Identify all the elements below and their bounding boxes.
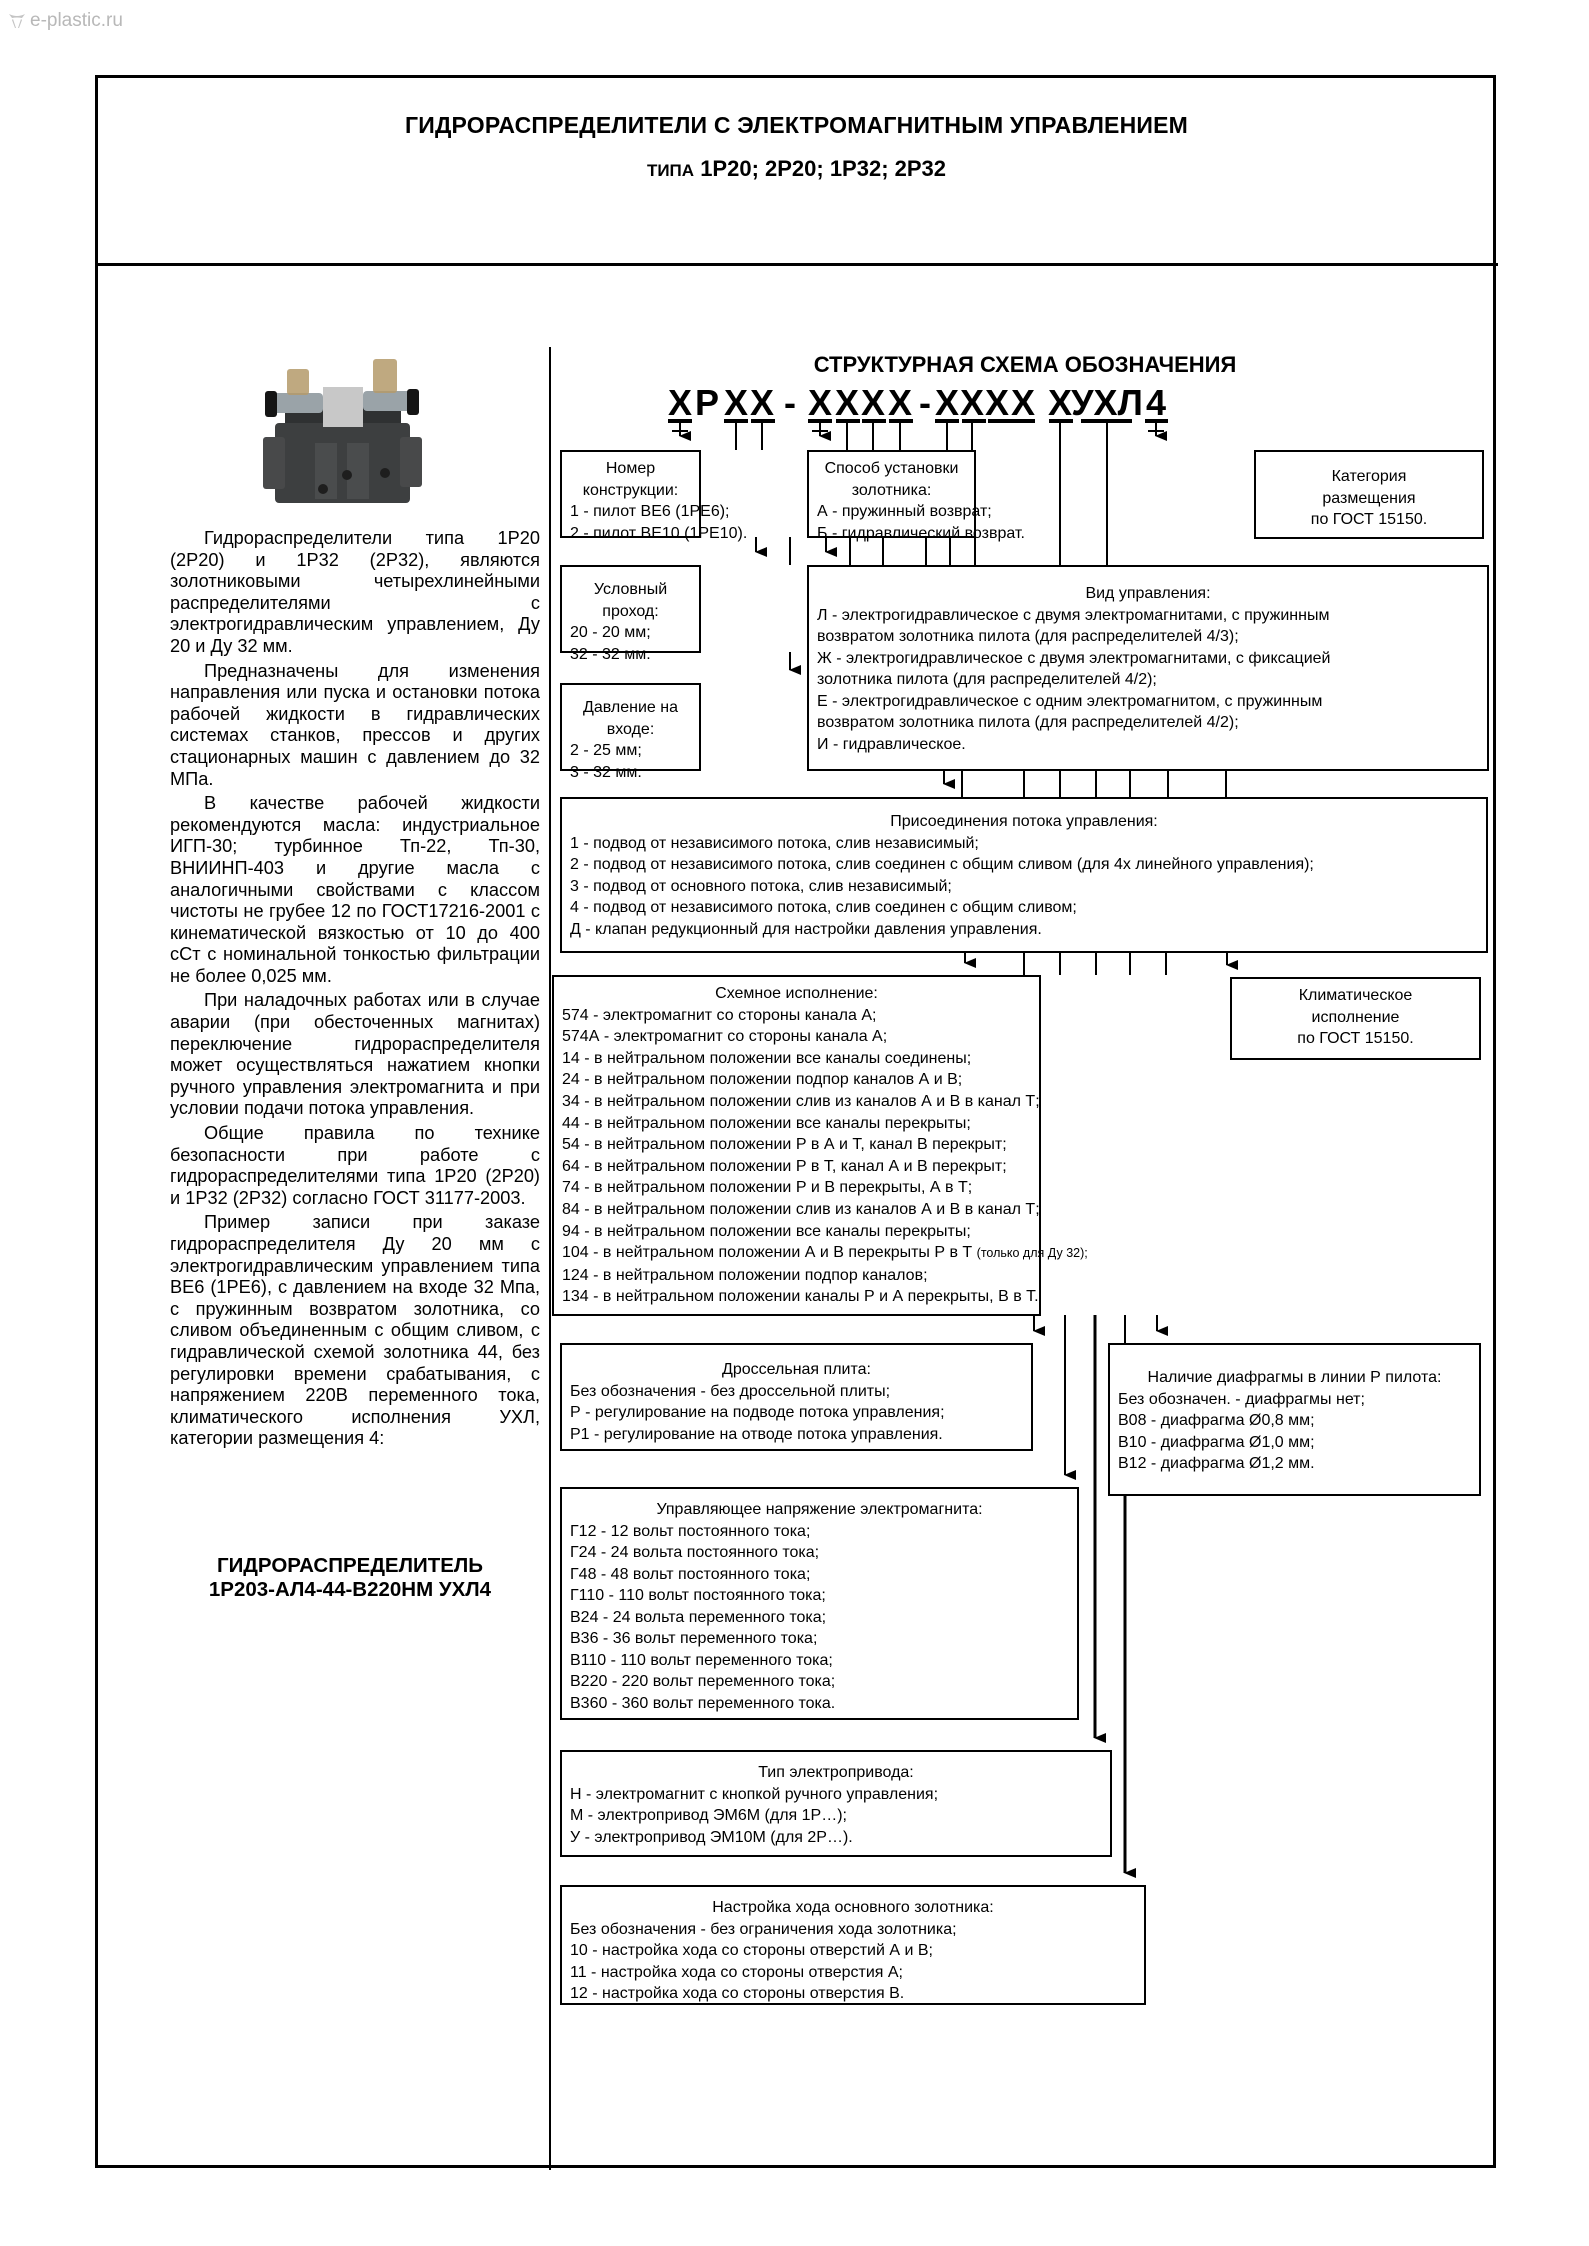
box-title: Наличие диафрагмы в линии Р пилота: — [1147, 1369, 1442, 1386]
code-char: Х — [1010, 382, 1036, 423]
box-actuator-type — [560, 1750, 1112, 1857]
box-item: 1 - пилот ВЕ6 (1РЕ6); — [570, 503, 730, 520]
code-char: Х — [834, 382, 860, 423]
box-item: золотника пилота (для распределителей 4/2); — [817, 671, 1157, 688]
box-item: Б - гидравлический возврат. — [817, 524, 1025, 542]
code-char: Х — [749, 382, 775, 423]
box-diaphragm — [1108, 1343, 1481, 1496]
box-title: Вид управления: — [1085, 585, 1211, 602]
box-title: Настройка хода основного золотника: — [712, 1899, 994, 1916]
box-item: 74 - в нейтральном положении Р и В перекрыты, А в Т; — [562, 1179, 973, 1197]
box-item: И - гидравлическое. — [817, 735, 966, 753]
order-example-line2: 1Р203-АЛ4-44-В220НМ УХЛ4 — [208, 1578, 492, 1601]
box-item: 1 - подвод от независимого потока, слив независимый; — [570, 834, 979, 852]
box-line: по ГОСТ 15150. — [1310, 511, 1428, 528]
box-item: 124 - в нейтральном положении подпор каналов; — [562, 1266, 928, 1284]
box-item: В220 - 220 вольт переменного тока; — [570, 1673, 836, 1690]
box-item: 32 - 32 мм. — [570, 645, 651, 663]
box-item: Р - регулирование на подводе потока управления; — [570, 1404, 945, 1421]
box-title: Условный проход: — [593, 581, 668, 620]
box-item: Г48 - 48 вольт постоянного тока; — [570, 1565, 811, 1583]
box-inlet-pressure — [560, 683, 701, 781]
code-char: Х — [667, 382, 693, 423]
box-item: 84 - в нейтральном положении слив из каналов А и В в канал Т; — [562, 1200, 1040, 1218]
paragraph-order-example: Пример записи при заказе гидрораспределителя Ду 20 мм с электрогидравлическим управлением типа ВЕ6 (1РЕ6), с давлением на входе 32 Мпа, с пружинным возвратом золотника, со сливом объединенным с общим сливом, с гидравлической схемой золотника 44, без регулировки времени срабатывания, с напряжением 220В переменного тока, климатического исполнения УХЛ, категории размещения 4: — [170, 1212, 540, 1449]
box-item: 14 - в нейтральном положении все каналы соединены; — [562, 1049, 972, 1067]
box-control-type — [807, 565, 1489, 771]
box-spool-stroke — [560, 1885, 1146, 2005]
page-title: ГИДРОРАСПРЕДЕЛИТЕЛИ С ЭЛЕКТРОМАГНИТНЫМ УПРАВЛЕНИЕМ — [404, 112, 1189, 138]
box-item: В110 - 110 вольт переменного тока; — [570, 1651, 833, 1669]
box-circuit-design — [552, 975, 1088, 1316]
subtitle-prefix: ТИПА — [646, 161, 695, 180]
code-climate: УХЛ — [1071, 382, 1143, 423]
box-item: 134 - в нейтральном положении каналы Р и А перекрыты, В в Т. — [562, 1288, 1039, 1306]
code-char: Х — [1047, 382, 1073, 423]
box-item: 24 - в нейтральном положении подпор каналов А и В; — [562, 1071, 963, 1089]
box-item: Г110 - 110 вольт постоянного тока; — [570, 1587, 826, 1604]
box-line: Категория — [1331, 468, 1407, 485]
box-line: размещения — [1322, 489, 1416, 507]
scheme-title: СТРУКТУРНАЯ СХЕМА ОБОЗНАЧЕНИЯ — [813, 352, 1237, 377]
box-item: 64 - в нейтральном положении Р в Т, канал А и В перекрыт; — [562, 1157, 1007, 1175]
box-title: Тип электропривода: — [758, 1764, 914, 1781]
box-flow-connection — [560, 797, 1488, 953]
box-item: 3 - 32 мм. — [570, 763, 642, 781]
box-item: Без обозначен. - диафрагмы нет; — [1118, 1390, 1365, 1408]
box-item: В12 - диафрагма Ø1,2 мм. — [1118, 1455, 1315, 1472]
code-char: Х — [807, 382, 833, 423]
box-control-voltage — [560, 1487, 1079, 1720]
box-item: 44 - в нейтральном положении все каналы перекрыты; — [562, 1114, 971, 1132]
box-nominal-bore — [560, 565, 701, 663]
box-item: В36 - 36 вольт переменного тока; — [570, 1630, 818, 1647]
box-item-note: (только для Ду 32); — [976, 1246, 1088, 1261]
code-category: 4 — [1145, 382, 1167, 423]
box-item: В08 - диафрагма Ø0,8 мм; — [1118, 1412, 1315, 1429]
box-throttle-plate — [560, 1343, 1033, 1451]
paragraph-fluid: В качестве рабочей жидкости рекомендуются масла: индустриальное ИГП-30; турбинное Тп-22, Тп-30, ВНИИНП-403 и другие масла с аналогичными свойствами с классом чистоты не грубее 12 по ГОСТ17216-2001 с кинематической вязкостью от 10 до 400 сСт с номинальной тонкостью фильтрации не более 0,025 мм. — [170, 793, 540, 986]
box-item: 54 - в нейтральном положении Р в А и Т, канал В перекрыт; — [562, 1136, 1007, 1154]
box-item: 34 - в нейтральном положении слив из каналов А и В в канал Т; — [562, 1092, 1040, 1110]
box-item: Г12 - 12 вольт постоянного тока; — [570, 1522, 811, 1540]
code-char: Х — [860, 382, 886, 423]
box-item: Р1 - регулирование на отводе потока управления. — [570, 1425, 943, 1443]
box-item: 574А - электромагнит со стороны канала А; — [562, 1028, 888, 1046]
box-title: Способ установки золотника: — [824, 460, 959, 499]
box-line: исполнение — [1311, 1008, 1400, 1026]
box-line: Климатическое — [1298, 987, 1413, 1004]
box-item: У - электропривод ЭМ10М (для 2Р…). — [570, 1828, 853, 1846]
box-title: Дроссельная плита: — [722, 1361, 871, 1378]
box-item: возвратом золотника пилота (для распределителей 4/2); — [817, 714, 1239, 731]
box-title: Управляющее напряжение электромагнита: — [656, 1501, 983, 1518]
box-construction-number — [560, 450, 748, 542]
order-example-line1: ГИДРОРАСПРЕДЕЛИТЕЛЬ — [216, 1554, 484, 1577]
box-item: 2 - пилот ВЕ10 (1РЕ10). — [570, 524, 748, 542]
box-item: 94 - в нейтральном положении все каналы перекрыты; — [562, 1222, 971, 1240]
box-item: возвратом золотника пилота (для распределителей 4/3); — [817, 628, 1239, 645]
box-item: Л - электрогидравлическое с двумя электромагнитами, с пружинным — [817, 606, 1330, 624]
box-spool-mount — [807, 450, 1025, 542]
box-item: М - электропривод ЭМ6М (для 1Р…); — [570, 1807, 847, 1824]
paragraph-emergency: При наладочных работах или в случае аварии (при обесточенных магнитах) переключение гидрораспределителя может осуществляться нажатием кнопки ручного управления электромагнита и при условии подачи потока управления. — [170, 990, 540, 1119]
box-item: Без обозначения - без ограничения хода золотника; — [570, 1920, 957, 1938]
box-item-text: 104 - в нейтральном положении А и В перекрыты Р в Т — [562, 1244, 973, 1262]
code-char: Х — [934, 382, 960, 423]
box-title: Присоединения потока управления: — [890, 813, 1158, 830]
box-placement-category — [1254, 450, 1484, 539]
box-item: В24 - 24 вольта переменного тока; — [570, 1608, 827, 1626]
box-item: А - пружинный возврат; — [817, 503, 992, 520]
code-char: Х — [723, 382, 749, 423]
box-item — [562, 1242, 1088, 1265]
code-separator: - — [919, 382, 931, 423]
box-item: Н - электромагнит с кнопкой ручного управления; — [570, 1785, 939, 1803]
box-item: 4 - подвод от независимого потока, слив соединен с общим сливом; — [570, 899, 1077, 916]
box-item: Г24 - 24 вольта постоянного тока; — [570, 1544, 820, 1561]
code-char: Р — [694, 382, 720, 423]
box-item: 12 - настройка хода со стороны отверстия В. — [570, 1985, 905, 2002]
box-item: Ж - электрогидравлическое с двумя электромагнитами, с фиксацией — [817, 649, 1331, 667]
paragraph-safety: Общие правила по технике безопасности при работе с гидрораспределителями типа 1Р20 (2Р20) и 1Р32 (2Р32) согласно ГОСТ 31177-2003. — [170, 1123, 540, 1208]
box-climate — [1230, 977, 1481, 1060]
subtitle-types: 1Р20; 2Р20; 1Р32; 2Р32 — [700, 156, 947, 181]
box-title: Схемное исполнение: — [715, 985, 878, 1002]
code-char: Х — [887, 382, 913, 423]
box-item: 574 - электромагнит со стороны канала А; — [562, 1006, 877, 1024]
box-item: 2 - подвод от независимого потока, слив соединен с общим сливом (для 4х линейного управления); — [570, 856, 1314, 873]
box-item: Д - клапан редукционный для настройки давления управления. — [570, 920, 1042, 938]
paragraph-purpose: Предназначены для изменения направления или пуска и остановки потока рабочей жидкости в гидравлических системах станков, прессов и других стационарных машин с давлением до 32 МПа. — [170, 660, 540, 789]
box-item: 2 - 25 мм; — [570, 742, 642, 759]
box-title: Номер конструкции: — [582, 460, 679, 499]
box-item: В360 - 360 вольт переменного тока. — [570, 1694, 836, 1712]
box-line: по ГОСТ 15150. — [1297, 1030, 1414, 1047]
box-item: Е - электрогидравлическое с одним электромагнитом, с пружинным — [817, 692, 1323, 710]
paragraph-intro: Гидрораспределители типа 1Р20 (2Р20) и 1Р32 (2Р32), являются золотниковыми четырехлинейными распределителями с электрогидравлическим управлением, Ду 20 и Ду 32 мм. — [170, 528, 540, 656]
code-char: Х — [984, 382, 1010, 423]
box-item: 3 - подвод от основного потока, слив независимый; — [570, 877, 952, 895]
watermark-text: e-plastic.ru — [30, 10, 123, 31]
box-item: 11 - настройка хода со стороны отверстия А; — [570, 1963, 903, 1981]
box-title: Давление на входе: — [583, 699, 678, 738]
box-item: В10 - диафрагма Ø1,0 мм; — [1118, 1433, 1315, 1451]
box-item: Без обозначения - без дроссельной плиты; — [570, 1382, 891, 1400]
box-item: 10 - настройка хода со стороны отверстий А и В; — [570, 1942, 933, 1959]
box-item: 20 - 20 мм; — [570, 624, 651, 641]
code-separator: - — [784, 382, 796, 423]
code-char: Х — [959, 382, 985, 423]
